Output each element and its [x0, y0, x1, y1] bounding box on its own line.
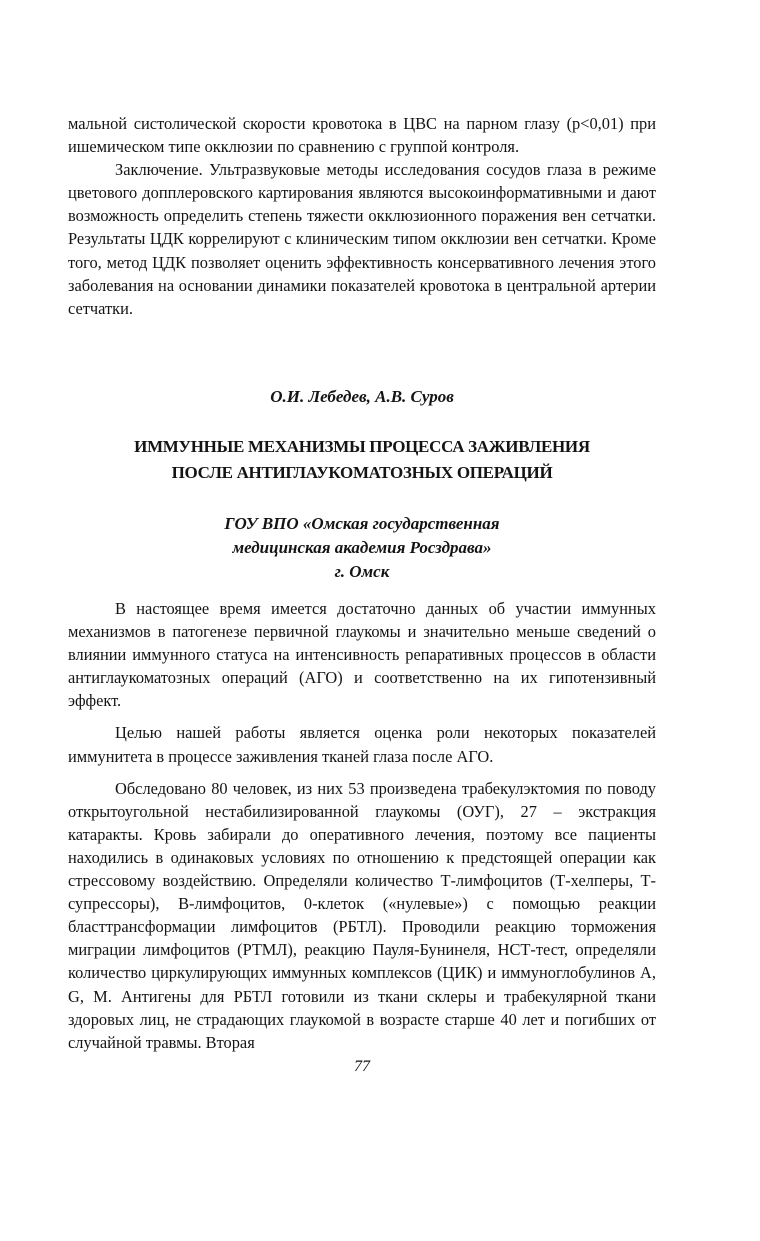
body-paragraph-1: В настоящее время имеется достаточно данных об участии иммунных механизмов в патогенезе первичной глаукомы и значительно меньше сведений о влиянии иммунного статуса на интенсивность репаративных процессов в области антиглаукоматозных операций (АГО) и соответственно на их гипотензивный эффект.	[68, 599, 656, 711]
conclusion-paragraph: Заключение. Ультразвуковые методы исследования сосудов глаза в режиме цветового допплеровского картирования являются высокоинформативными и дают возможность определить степень тяжести окклюзионного поражения вен сетчатки. Результаты ЦДК коррелируют с клиническим типом окклюзии вен сетчатки. Кроме того, метод ЦДК позволяет оценить эффективность консервативного лечения этого заболевания на основании динамики показателей кровотока в центральной артерии сетчатки.	[68, 160, 656, 318]
body-paragraph-2: Целью нашей работы является оценка роли некоторых показателей иммунитета в процессе заживления тканей глаза после АГО.	[68, 723, 656, 766]
body-paragraph-3: Обследовано 80 человек, из них 53 произведена трабекулэктомия по поводу открытоугольной нестабилизированной глаукомы (ОУГ), 27 – экстракция катаракты. Кровь забирали до оперативного лечения, поэтому все пациенты находились в одинаковых условиях по отношению к предстоящей операции как стрессовому воздействию. Определяли количество Т-лимфоцитов (Т-хелперы, Т-супрессоры), В-лимфоцитов, 0-клеток («нулевые») с помощью реакции бласттрансформации лимфоцитов (РБТЛ). Проводили реакцию торможения миграции лимфоцитов (РТМЛ), реакцию Пауля-Бунинеля, НСТ-тест, определяли количество циркулирующих иммунных комплексов (ЦИК) и иммуноглобулинов А, G, М. Антигены для РБТЛ готовили из ткани склеры и трабекулярной ткани здоровых лиц, не страдающих глаукомой в возрасте старше 40 лет и погибших от случайной травмы. Вторая	[68, 778, 656, 1052]
article-authors: О.И. Лебедев, А.В. Суров	[270, 387, 454, 406]
institution-line-2: медицинская академия Росздрава»	[232, 538, 492, 557]
continuation-paragraph: мальной систолической скорости кровотока в ЦВС на парном глазу (р<0,01) при ишемическом типе окклюзии по сравнению с группой контроля.	[68, 114, 656, 157]
article-institution	[68, 512, 656, 584]
title-line-1: ИММУННЫЕ МЕХАНИЗМЫ ПРОЦЕССА ЗАЖИВЛЕНИЯ	[134, 437, 590, 456]
page-number: 77	[354, 1058, 370, 1075]
article-title	[68, 434, 656, 486]
title-line-2: ПОСЛЕ АНТИГЛАУКОМАТОЗНЫХ ОПЕРАЦИЙ	[171, 463, 553, 482]
institution-city: г. Омск	[334, 562, 390, 581]
institution-line-1: ГОУ ВПО «Омская государственная	[224, 514, 500, 533]
previous-article-ending	[68, 112, 656, 320]
article-body	[68, 597, 656, 1054]
